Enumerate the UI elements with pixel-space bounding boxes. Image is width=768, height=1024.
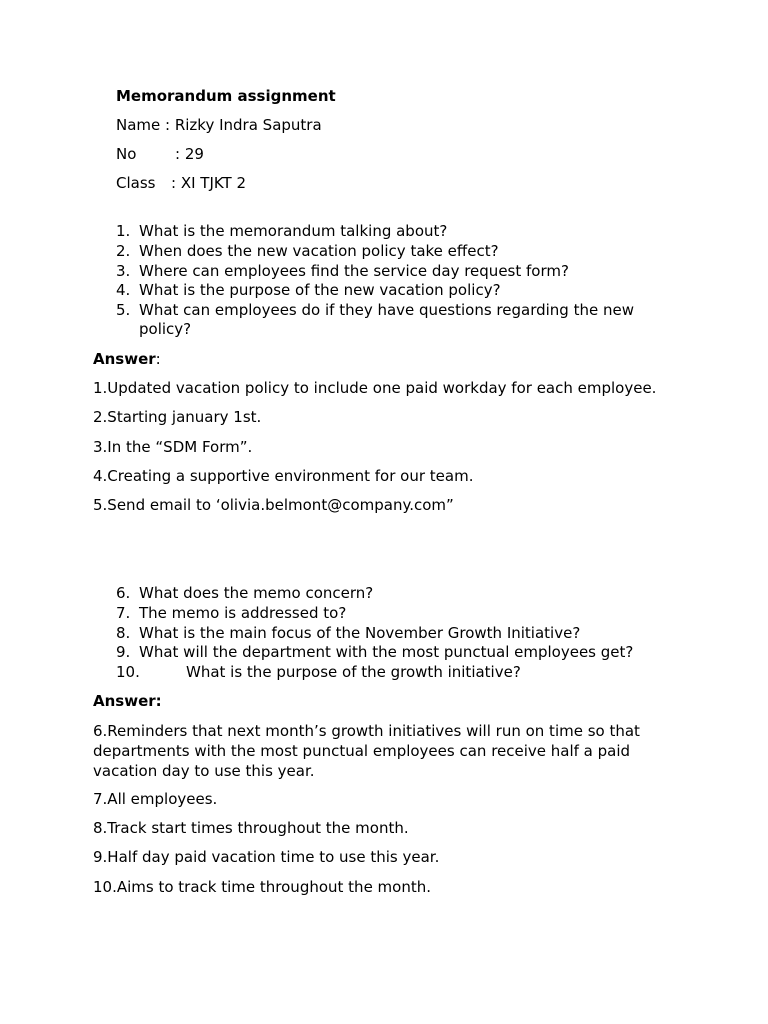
question-text: What does the memo concern? bbox=[139, 584, 374, 602]
question-text: Where can employees find the service day request form? bbox=[139, 262, 569, 280]
question-text-continued: policy? bbox=[139, 320, 192, 338]
document-title: Memorandum assignment bbox=[116, 87, 336, 105]
question-number: 2. bbox=[116, 242, 131, 260]
answer-6: 6.Reminders that next month’s growth initiatives will run on time so that departments with the most punctual employees can receive half a paid vacation day to use this year. bbox=[93, 722, 640, 780]
answer-4: 4.Creating a supportive environment for our team. bbox=[93, 467, 474, 485]
answer-label: Answer bbox=[93, 350, 156, 368]
question-text: When does the new vacation policy take effect? bbox=[139, 242, 499, 260]
answer-9: 9.Half day paid vacation time to use this year. bbox=[93, 848, 440, 866]
answer-3: 3.In the “SDM Form”. bbox=[93, 438, 253, 456]
question-text: What can employees do if they have questions regarding the new bbox=[139, 301, 634, 319]
question-number: 4. bbox=[116, 281, 131, 299]
question-number: 6. bbox=[116, 584, 131, 602]
question-number: 8. bbox=[116, 624, 131, 642]
question-text: What will the department with the most punctual employees get? bbox=[139, 643, 634, 661]
student-class-value: : XI TJKT 2 bbox=[171, 174, 247, 192]
question-text: What is the memorandum talking about? bbox=[139, 222, 448, 240]
answer-10: 10.Aims to track time throughout the month. bbox=[93, 878, 432, 896]
student-name: Name : Rizky Indra Saputra bbox=[116, 116, 322, 134]
student-no-label: No bbox=[116, 145, 137, 163]
question-text: What is the purpose of the new vacation policy? bbox=[139, 281, 501, 299]
answer-7: 7.All employees. bbox=[93, 790, 218, 808]
question-text: The memo is addressed to? bbox=[139, 604, 347, 622]
question-text: What is the purpose of the growth initiative? bbox=[186, 663, 521, 681]
answer-2: 2.Starting january 1st. bbox=[93, 408, 262, 426]
question-number: 5. bbox=[116, 301, 131, 319]
answer-colon: : bbox=[155, 350, 161, 368]
question-number: 10. bbox=[116, 663, 140, 681]
answer-heading-1 bbox=[93, 350, 161, 369]
answer-1: 1.Updated vacation policy to include one paid workday for each employee. bbox=[93, 379, 657, 397]
student-class-label: Class bbox=[116, 174, 156, 192]
question-number: 9. bbox=[116, 643, 131, 661]
question-number: 7. bbox=[116, 604, 131, 622]
student-no-value: : 29 bbox=[175, 145, 204, 163]
question-number: 1. bbox=[116, 222, 131, 240]
answer-heading-2: Answer: bbox=[93, 692, 162, 710]
answer-5: 5.Send email to ‘olivia.belmont@company.com” bbox=[93, 496, 454, 514]
answer-8: 8.Track start times throughout the month. bbox=[93, 819, 409, 837]
question-number: 3. bbox=[116, 262, 131, 280]
question-text: What is the main focus of the November Growth Initiative? bbox=[139, 624, 581, 642]
